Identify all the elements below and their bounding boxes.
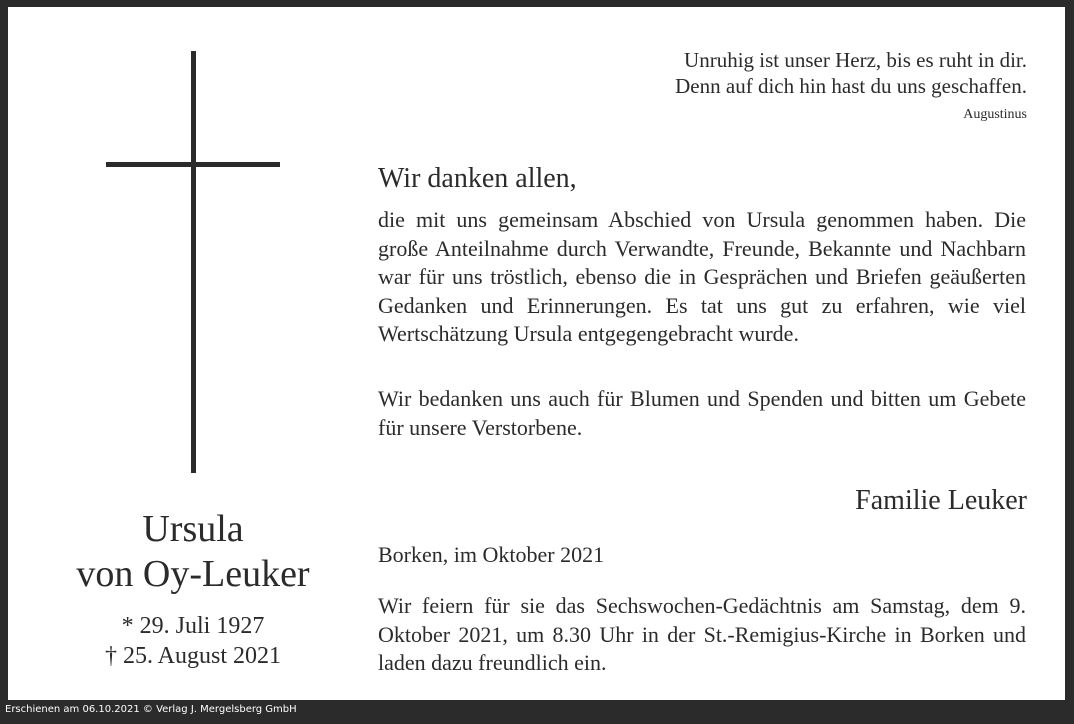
thanks-paragraph-1: die mit uns gemeinsam Abschied von Ursula genommen haben. Die große Anteilnahme durch Verwandte, Freunde, Bekannte und Nachbarn war für uns tröstlich, ebenso die in Gesprächen und Briefen geäußerten Gedanken und Erinnerungen. Es tat uns gut zu erfahren, wie viel Wertschätzung Ursula entgegengebracht wurde. [378,207,1026,346]
cross-icon-vertical-beam [191,51,196,473]
deceased-last-name: von Oy-Leuker [76,553,310,595]
place-date: Borken, im Oktober 2021 [378,542,605,567]
quote-line-2: Denn auf dich hin hast du uns geschaffen. [675,74,1027,98]
birth-date: * 29. Juli 1927 [121,613,265,639]
thanks-paragraph-2-container [378,385,1026,442]
quote-block [675,47,1027,125]
signature: Familie Leuker [855,485,1027,516]
deceased-name-block [18,507,368,671]
quote-line-1: Unruhig ist unser Herz, bis es ruht in dir. [684,48,1027,72]
service-announcement-container [378,592,1026,678]
thanks-paragraph-1-container [378,206,1026,349]
quote-author: Augustinus [963,107,1027,122]
thanks-paragraph-2: Wir bedanken uns auch für Blumen und Spenden und bitten um Gebete für unsere Verstorbene. [378,386,1026,440]
deceased-first-name: Ursula [142,508,244,550]
service-announcement: Wir feiern für sie das Sechswochen-Gedächtnis am Samstag, dem 9. Oktober 2021, um 8.30 Uhr in der St.-Remigius-Kirche in Borken und laden dazu freundlich ein. [378,593,1026,675]
obituary-card [8,7,1065,700]
thanks-heading: Wir danken allen, [378,163,577,194]
death-date: † 25. August 2021 [104,643,281,669]
cross-icon-horizontal-beam [106,162,280,167]
publication-footer: Erschienen am 06.10.2021 © Verlag J. Mergelsberg GmbH [5,704,297,715]
